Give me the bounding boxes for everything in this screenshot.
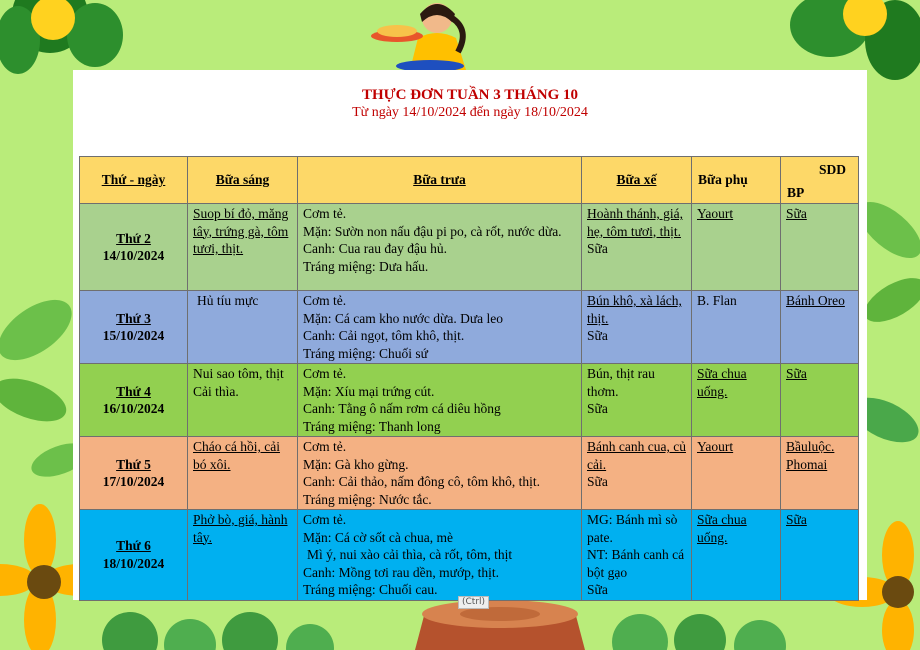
breakfast-cell: Suop bí đỏ, măng tây, trứng gà, tôm tươi, thịt.	[188, 204, 298, 291]
lunch-cell: Cơm tẻ. Mặn: Sườn non nấu đậu pi po, cà rốt, nước dừa. Canh: Cua rau đay đậu hủ. Tráng miệng: Dưa hấu.	[298, 204, 582, 291]
table-header-row	[80, 157, 859, 204]
snack-cell: Yaourt	[692, 204, 781, 291]
menu-document	[73, 70, 867, 607]
column-header-snack: Bữa phụ	[692, 157, 781, 204]
day-cell: Thứ 6 18/10/2024	[80, 510, 188, 601]
day-cell: Thứ 2 14/10/2024	[80, 204, 188, 291]
lunch-cell: Cơm tẻ. Mặn: Gà kho gừng. Canh: Cải thảo, nấm đông cô, tôm khô, thịt. Tráng miệng: Nước tắc.	[298, 437, 582, 510]
sdd-bp-cell: Bầuluộc. Phomai	[781, 437, 859, 510]
flower-icon	[790, 0, 920, 80]
page-title: THỰC ĐƠN TUẦN 3 THÁNG 10	[362, 87, 578, 103]
sdd-bp-cell: Sữa	[781, 364, 859, 437]
snack-cell: Yaourt	[692, 437, 781, 510]
bp-label: BP	[787, 184, 805, 200]
table-row	[80, 364, 859, 437]
column-header-afternoon: Bữa xế	[582, 157, 692, 204]
breakfast-cell: Phở bò, giá, hành tây.	[188, 510, 298, 601]
weekly-menu-table	[79, 156, 859, 601]
afternoon-cell: Bún, thịt rau thơm. Sữa	[582, 364, 692, 437]
breakfast-cell: Hủ tíu mực	[188, 291, 298, 364]
lunch-cell: Cơm tẻ. Mặn: Cá cờ sốt cà chua, mè Mì ý, nui xào cải thìa, cà rốt, tôm, thịt Canh: Mồng tơi rau dền, mướp, thịt. Tráng miệng: Chuối cau.	[298, 510, 582, 601]
column-header-sdd-bp	[781, 157, 859, 204]
table-row	[80, 510, 859, 601]
table-row	[80, 291, 859, 364]
snack-cell: Sữa chua uống.	[692, 364, 781, 437]
column-header-day: Thứ - ngày	[80, 157, 188, 204]
afternoon-cell: MG: Bánh mì sò pate. NT: Bánh canh cá bột gạo Sữa	[582, 510, 692, 601]
lunch-cell: Cơm tẻ. Mặn: Cá cam kho nước dừa. Dưa leo Canh: Cải ngọt, tôm khô, thịt. Tráng miệng: Chuối sứ	[298, 291, 582, 364]
snack-cell: B. Flan	[692, 291, 781, 364]
column-header-breakfast: Bữa sáng	[188, 157, 298, 204]
sdd-bp-cell: Sữa	[781, 204, 859, 291]
paste-options-button[interactable]: (Ctrl)	[458, 596, 489, 609]
flower-icon	[0, 0, 123, 74]
table-row	[80, 204, 859, 291]
breakfast-cell: Cháo cá hồi, cải bó xôi.	[188, 437, 298, 510]
snack-cell: Sữa chua uống.	[692, 510, 781, 601]
afternoon-cell: Bánh canh cua, củ cải. Sữa	[582, 437, 692, 510]
sdd-bp-cell: Sữa	[781, 510, 859, 601]
day-cell: Thứ 5 17/10/2024	[80, 437, 188, 510]
breakfast-cell: Nui sao tôm, thịt Cải thìa.	[188, 364, 298, 437]
afternoon-cell: Hoành thánh, giá, hẹ, tôm tươi, thịt. Sữa	[582, 204, 692, 291]
table-row	[80, 437, 859, 510]
lunch-cell: Cơm tẻ. Mặn: Xíu mại trứng cút. Canh: Tằng ô nấm rơm cá diêu hồng Tráng miệng: Thanh long	[298, 364, 582, 437]
sdd-bp-cell: Bánh Oreo	[781, 291, 859, 364]
date-range-subtitle: Từ ngày 14/10/2024 đến ngày 18/10/2024	[352, 105, 588, 120]
tree-stump-icon	[415, 600, 585, 650]
afternoon-cell: Bún khô, xà lách, thịt. Sữa	[582, 291, 692, 364]
day-cell: Thứ 3 15/10/2024	[80, 291, 188, 364]
day-cell: Thứ 4 16/10/2024	[80, 364, 188, 437]
sdd-label: SDD	[818, 162, 846, 177]
girl-with-cake-tray-icon	[371, 3, 466, 72]
column-header-lunch: Bữa trưa	[298, 157, 582, 204]
